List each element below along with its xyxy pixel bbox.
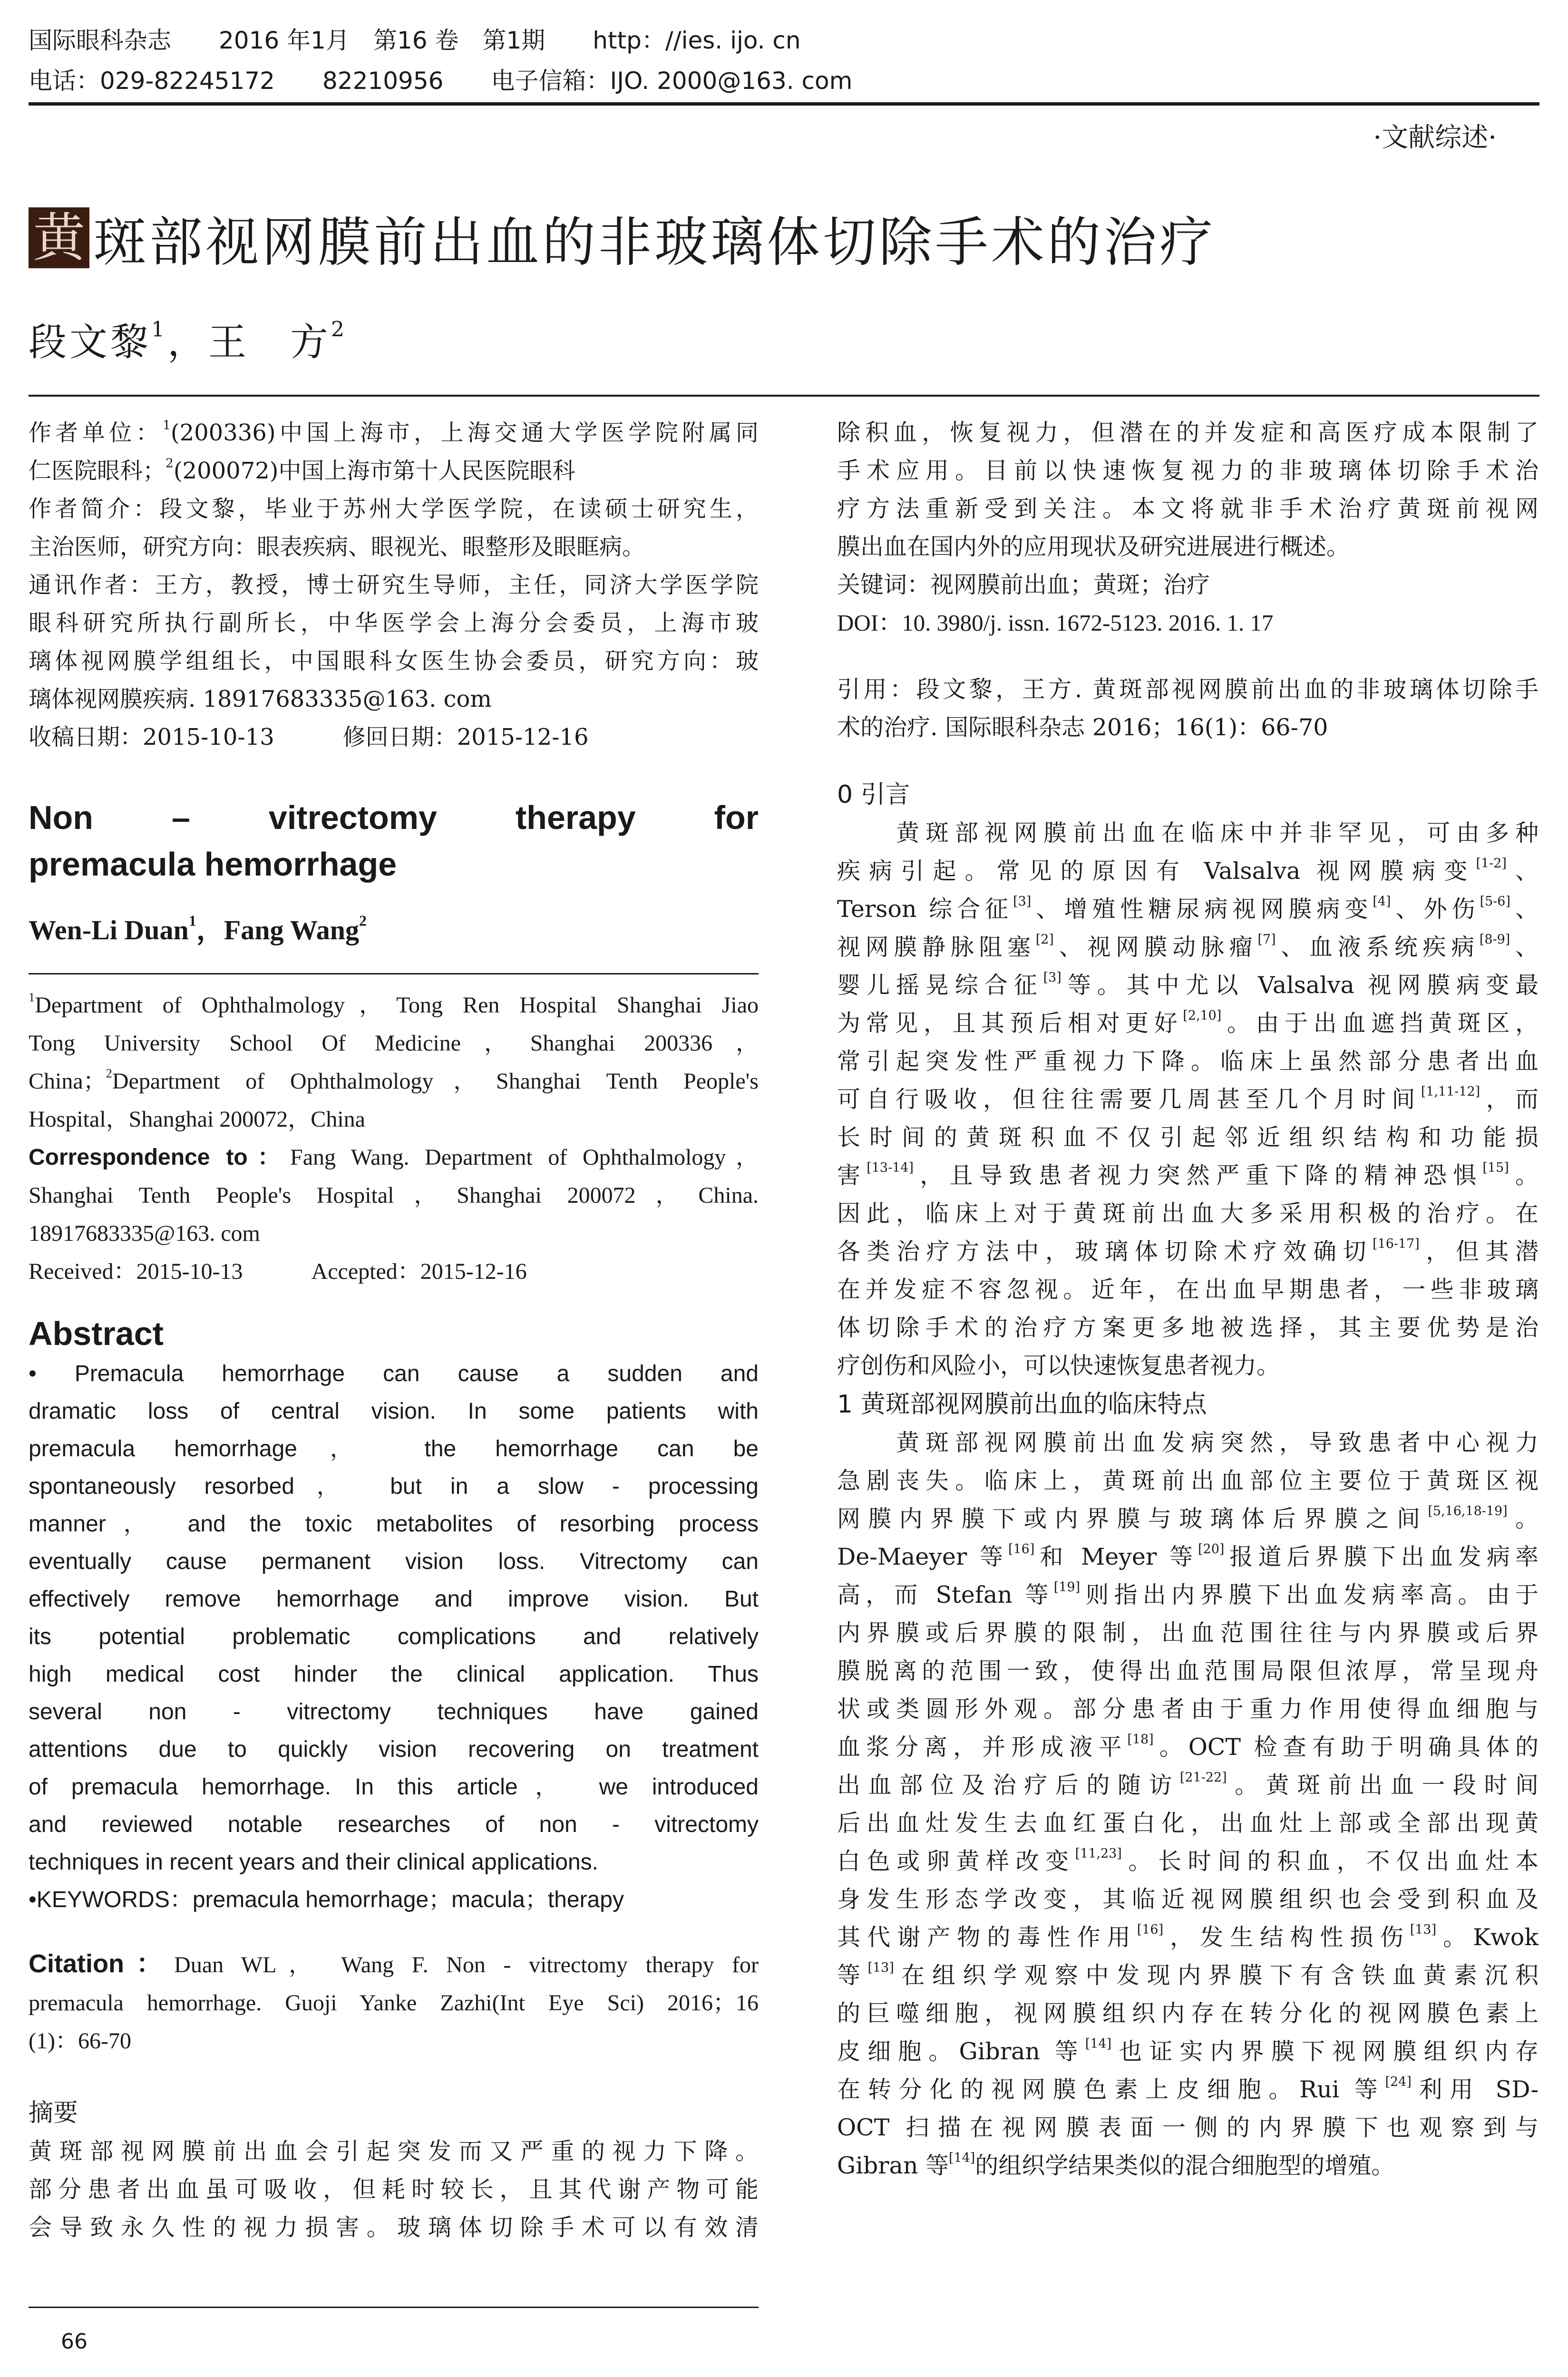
right-column <box>837 414 1539 2185</box>
abstract-cn-line: 疗方法重新受到关注。本文将就非手术治疗黄斑前视网 <box>837 495 1539 522</box>
zhaiyao-heading: 摘要 <box>29 2099 78 2127</box>
body-line: 视网膜静脉阻塞[2]、视网膜动脉瘤[7]、血液系统疾病[8-9]、 <box>837 932 1539 961</box>
received-dates-en: Received：2015-10-13 Accepted：2015-12-16 <box>29 1259 527 1284</box>
body-line: 等[13]在组织学观察中发现内界膜下有含铁血黄素沉积 <box>837 1960 1539 1989</box>
body-line: 常引起突发性严重视力下降。临床上虽然部分患者出血 <box>837 1048 1539 1075</box>
body-line: 婴儿摇晃综合征[3]等。其中尤以 Valsalva 视网膜病变最 <box>837 970 1539 999</box>
page-number: 66 <box>61 2329 88 2354</box>
citation-line: premacula hemorrhage. Guoji Yanke Zazhi(Int Eye Sci) 2016；16 <box>29 1990 759 2016</box>
abstract-line: spontaneously resorbed， but in a slow - processing <box>29 1474 759 1499</box>
body-line: 出血部位及治疗后的随访[21-22]。黄斑前出血一段时间 <box>837 1770 1539 1799</box>
body-line: 在转分化的视网膜色素上皮细胞。Rui 等[24]利用 SD- <box>837 2074 1539 2103</box>
body-line: 长时间的黄斑积血不仅引起邻近组织结构和功能损 <box>837 1124 1539 1151</box>
title-drop-cap: 黄 <box>29 207 89 268</box>
affil-line: 作者单位：$^1$(200336)中国上海市，上海交通大学医学院附属同 <box>29 418 759 446</box>
body-line: 高，而 Stefan 等[19]则指出内界膜下出血发病率高。由于 <box>837 1579 1539 1608</box>
header-rule <box>29 102 1539 106</box>
citation-en <box>29 1945 759 2060</box>
abstract-line: eventually cause permanent vision loss. Vitrectomy can <box>29 1549 759 1574</box>
abstract-body <box>29 1355 759 1919</box>
citation-text: Duan WL， Wang F. Non - vitrectomy therapy for <box>174 1952 759 1978</box>
zhaiyao-line: 会导致永久性的视力损害。玻璃体切除手术可以有效清 <box>29 2214 759 2241</box>
article-title <box>29 205 1216 271</box>
title-text: 斑部视网膜前出血的非玻璃体切除手术的治疗 <box>93 211 1216 273</box>
affil-line: 通讯作者：王方，教授，博士研究生导师，主任，同济大学医学院 <box>29 572 759 598</box>
body-line: 黄斑部视网膜前出血在临床中并非罕见，可由多种 <box>837 819 1539 847</box>
body-line: 疾病引起。常见的原因有 Valsalva 视网膜病变[1-2]、 <box>837 856 1539 885</box>
body-line: 其代谢产物的毒性作用[16]，发生结构性损伤[13]。Kwok <box>837 1922 1539 1951</box>
citation-cn-line: 术的治疗. 国际眼科杂志 2016；16(1)：66-70 <box>837 714 1328 741</box>
citation-line: (1)：66-70 <box>29 2028 131 2054</box>
abstract-line: • Premacula hemorrhage can cause a sudden and <box>29 1361 759 1386</box>
body-line: 状或类圆形外观。部分患者由于重力作用使得血细胞与 <box>837 1695 1539 1723</box>
keywords-cn <box>837 566 1539 604</box>
body-line: 因此，临床上对于黄斑前出血大多采用积极的治疗。在 <box>837 1200 1539 1227</box>
citation-cn-line <box>837 671 1539 709</box>
affil-line: 璃体视网膜疾病. 18917683335@163. com <box>29 686 492 712</box>
citation-cn-text: 段文黎，王方. 黄斑部视网膜前出血的非玻璃体切除手 <box>916 676 1539 703</box>
abstract-line: of premacula hemorrhage. In this article， we introduced <box>29 1774 759 1800</box>
abstract-line: dramatic loss of central vision. In some patients with <box>29 1399 759 1424</box>
left-footer-rule <box>29 2307 759 2308</box>
title-rule <box>29 395 1539 397</box>
affil-line: 主治医师，研究方向：眼表疾病、眼视光、眼整形及眼眶病。 <box>29 534 645 560</box>
abstract-line: effectively remove hemorrhage and improve vision. But <box>29 1587 759 1612</box>
abstract-heading: Abstract <box>29 1315 164 1352</box>
affil-line: 眼科研究所执行副所长，中华医学会上海分会委员，上海市玻 <box>29 610 759 636</box>
body-line: 可自行吸收，但往往需要几周甚至几个月时间[1,11-12]，而 <box>837 1084 1539 1113</box>
citation-cn-label: 引用： <box>837 676 916 703</box>
journal-header-line2: 电话：029-82245172 82210956 电子信箱：IJO. 2000@163. com <box>29 67 853 95</box>
body-line: OCT 扫描在视网膜表面一侧的内界膜下也观察到与 <box>837 2114 1539 2141</box>
body-line: 网膜内界膜下或内界膜与玻璃体后界膜之间[5,16,18-19]。 <box>837 1503 1539 1532</box>
abstract-cn-continued <box>837 414 1539 642</box>
left-column <box>29 414 759 2247</box>
body-line: 内界膜或后界膜的限制，出血范围往往与内界膜或后界 <box>837 1619 1539 1646</box>
received-dates-cn: 收稿日期：2015-10-13 修回日期：2015-12-16 <box>29 724 589 750</box>
keywords-text: 视网膜前出血；黄斑；治疗 <box>930 571 1210 598</box>
citation-cn <box>837 671 1539 747</box>
journal-header-line1: 国际眼科杂志 2016 年1月 第16 卷 第1期 http：//ies. ijo. cn <box>29 27 801 54</box>
abstract-line: premacula hemorrhage， the hemorrhage can be <box>29 1436 759 1461</box>
body-line: 急剧丧失。临床上，黄斑前出血部位主要位于黄斑区视 <box>837 1467 1539 1494</box>
abstract-cn-line: 除积血，恢复视力，但潜在的并发症和高医疗成本限制了 <box>837 419 1539 446</box>
en-affil-line: Hospital，Shanghai 200072，China <box>29 1107 365 1132</box>
body-line: 后出血灶发生去血红蛋白化，出血灶上部或全部出现黄 <box>837 1810 1539 1837</box>
citation-line <box>29 1945 759 1984</box>
affil-line: 作者简介：段文黎，毕业于苏州大学医学院，在读硕士研究生， <box>29 496 759 522</box>
correspondence-text: Fang Wang. Department of Ophthalmology， <box>290 1145 759 1170</box>
abstract-line: several non - vitrectomy techniques have gained <box>29 1699 759 1724</box>
body-line: 为常见，且其预后相对更好[2,10]。由于出血遮挡黄斑区， <box>837 1008 1539 1037</box>
correspondence-line: 18917683335@163. com <box>29 1221 260 1246</box>
zhaiyao-body <box>29 2133 759 2247</box>
abstract-line: techniques in recent years and their clinical applications. <box>29 1850 599 1875</box>
section-0-heading: 0 引言 <box>837 780 910 809</box>
body-line: 身发生形态学改变，其临近视网膜组织也会受到积血及 <box>837 1886 1539 1913</box>
abstract-line: and reviewed notable researches of non - vitrectomy <box>29 1812 759 1837</box>
body-line: 疗创伤和风险小，可以快速恢复患者视力。 <box>837 1352 1280 1379</box>
english-title <box>29 794 759 887</box>
en-affil-line: $^1$Department of Ophthalmology，Tong Ren Hospital Shanghai Jiao <box>29 990 759 1018</box>
section-0-body <box>837 814 1539 1385</box>
abstract-line: high medical cost hinder the clinical application. Thus <box>29 1662 759 1687</box>
body-line: 各类治疗方法中，玻璃体切除术疗效确切[16-17]，但其潜 <box>837 1236 1539 1265</box>
authors-cn: 段文黎$^1$，王 方$^2$ <box>29 317 347 364</box>
body-line: 体切除手术的治疗方案更多地被选择，其主要优势是治 <box>837 1314 1539 1341</box>
en-affil-line: Tong University School Of Medicine，Shanghai 200336， <box>29 1031 759 1056</box>
body-line: Terson 综合征[3]、增殖性糖尿病视网膜病变[4]、外伤[5-6]、 <box>837 894 1539 923</box>
keywords-label: 关键词： <box>837 571 931 598</box>
affil-line: 仁医院眼科；$^2$(200072)中国上海市第十人民医院眼科 <box>29 456 575 484</box>
body-line: 的巨噬细胞，视网膜组织内存在转分化的视网膜色素上 <box>837 2000 1539 2027</box>
body-line: 白色或卵黄样改变[11,23]。长时间的积血，不仅出血灶本 <box>837 1846 1539 1875</box>
body-line: De-Maeyer 等[16]和 Meyer 等[20]报道后界膜下出血发病率 <box>837 1541 1539 1570</box>
en-affil-line: China；$^2$Department of Ophthalmology，Shanghai Tenth People's <box>29 1066 759 1094</box>
english-affiliation <box>29 973 759 1291</box>
body-line: 害[13-14]，且导致患者视力突然严重下降的精神恐惧[15]。 <box>837 1160 1539 1189</box>
correspondence-label: Correspondence to： <box>29 1145 290 1170</box>
correspondence-line <box>29 1139 759 1177</box>
affiliation-block <box>29 414 759 756</box>
section-1-heading: 1 黄斑部视网膜前出血的临床特点 <box>837 1390 1207 1419</box>
english-title-line: Non – vitrectomy therapy for <box>29 799 759 836</box>
body-line: Gibran 等[14]的组织学结果类似的混合细胞型的增殖。 <box>837 2150 1395 2179</box>
body-line: 在并发症不容忽视。近年，在出血早期患者，一些非玻璃 <box>837 1276 1539 1303</box>
keywords-en: •KEYWORDS：premacula hemorrhage；macula；therapy <box>29 1887 624 1912</box>
abstract-line: its potential problematic complications and relatively <box>29 1624 759 1649</box>
body-line: 血浆分离，并形成液平[18]。OCT 检查有助于明确具体的 <box>837 1732 1539 1761</box>
doi: DOI：10. 3980/j. issn. 1672-5123. 2016. 1. 17 <box>837 610 1274 636</box>
abstract-cn-line: 手术应用。目前以快速恢复视力的非玻璃体切除手术治 <box>837 457 1539 484</box>
citation-label: Citation： <box>29 1949 175 1978</box>
abstract-line: attentions due to quickly vision recovering on treatment <box>29 1737 759 1762</box>
zhaiyao-line: 黄斑部视网膜前出血会引起突发而又严重的视力下降。 <box>29 2138 759 2165</box>
body-line: 膜脱离的范围一致，使得出血范围局限但浓厚，常呈现舟 <box>837 1657 1539 1685</box>
body-line: 黄斑部视网膜前出血发病突然，导致患者中心视力 <box>837 1429 1539 1456</box>
section-1-body <box>837 1424 1539 2185</box>
affil-line: 璃体视网膜学组组长，中国眼科女医生协会委员，研究方向：玻 <box>29 648 759 674</box>
zhaiyao-line: 部分患者出血虽可吸收，但耗时较长，且其代谢产物可能 <box>29 2176 759 2203</box>
english-authors: Wen-Li Duan$^1$，Fang Wang$^2$ <box>29 912 367 945</box>
section-label: ·文献综述· <box>1373 122 1497 153</box>
correspondence-line: Shanghai Tenth People's Hospital，Shanghai 200072，China. <box>29 1183 759 1208</box>
abstract-cn-line: 膜出血在国内外的应用现状及研究进展进行概述。 <box>837 533 1350 560</box>
body-line: 皮细胞。Gibran 等[14]也证实内界膜下视网膜组织内存 <box>837 2036 1539 2065</box>
english-title-line: premacula hemorrhage <box>29 846 397 883</box>
abstract-line: manner， and the toxic metabolites of resorbing process <box>29 1511 759 1537</box>
